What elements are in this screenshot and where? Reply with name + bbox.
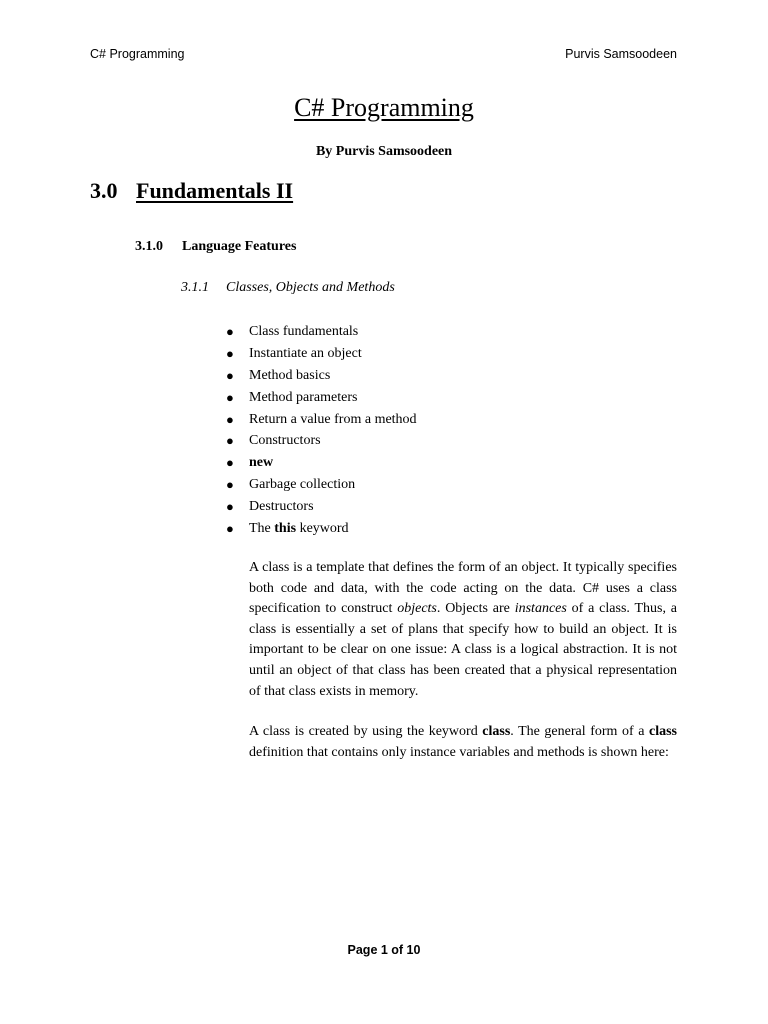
section-heading bbox=[90, 178, 293, 204]
section-title: Fundamentals II bbox=[136, 178, 294, 203]
page-number-footer: Page 1 of 10 bbox=[347, 943, 421, 957]
list-item: ● Method parameters bbox=[226, 387, 417, 409]
section-number: 3.0 bbox=[90, 178, 118, 203]
list-item: ● Constructors bbox=[226, 430, 417, 452]
subsubsection-heading bbox=[181, 280, 395, 296]
list-item: ● Class fundamentals bbox=[226, 321, 417, 343]
bullet-icon: ● bbox=[226, 455, 234, 471]
bullet-icon: ● bbox=[226, 389, 234, 405]
topic-list bbox=[226, 321, 417, 540]
list-item: ● Return a value from a method bbox=[226, 409, 417, 431]
list-item: ● Instantiate an object bbox=[226, 343, 417, 365]
bullet-icon: ● bbox=[226, 411, 234, 427]
subsubsection-number: 3.1.1 bbox=[181, 280, 209, 295]
running-header-left: C# Programming bbox=[90, 47, 185, 61]
bullet-icon: ● bbox=[226, 324, 234, 339]
bullet-icon: ● bbox=[226, 345, 234, 361]
list-item: ● Destructors bbox=[226, 496, 417, 518]
document-title: C# Programming bbox=[294, 93, 474, 122]
list-item: ● Garbage collection bbox=[226, 474, 417, 496]
body-paragraph-class-definition: A class is a template that defines the form of an object. It typically specifies both code and data, with the code acting on the data. C# uses a class specification to construct objects. Objects are instances of a class. Thus, a class is essentially a set of plans that specify how to build an object. It is important to be clear on one issue: A class is a logical abstraction. It is not until an object of that class has been created that a physical representation of that class exists in memory. bbox=[249, 560, 678, 699]
bullet-icon: ● bbox=[226, 367, 234, 383]
bullet-icon: ● bbox=[226, 499, 234, 515]
subsection-title: Language Features bbox=[182, 239, 297, 254]
author-byline: By Purvis Samsoodeen bbox=[315, 144, 453, 159]
list-item: ● new bbox=[226, 452, 417, 474]
bullet-icon: ● bbox=[226, 433, 234, 449]
body-paragraph-class-keyword: A class is created by using the keyword class. The general form of a class definition that contains only instance variables and methods is shown here: bbox=[249, 724, 677, 760]
subsection-heading bbox=[135, 239, 296, 255]
list-item: ● Method basics bbox=[226, 365, 417, 387]
bullet-icon: ● bbox=[226, 521, 234, 537]
subsubsection-title: Classes, Objects and Methods bbox=[226, 280, 395, 295]
running-header-right: Purvis Samsoodeen bbox=[565, 47, 677, 61]
bullet-icon: ● bbox=[226, 477, 234, 493]
list-item: ● The this keyword bbox=[226, 518, 417, 540]
subsection-number: 3.1.0 bbox=[135, 239, 163, 254]
